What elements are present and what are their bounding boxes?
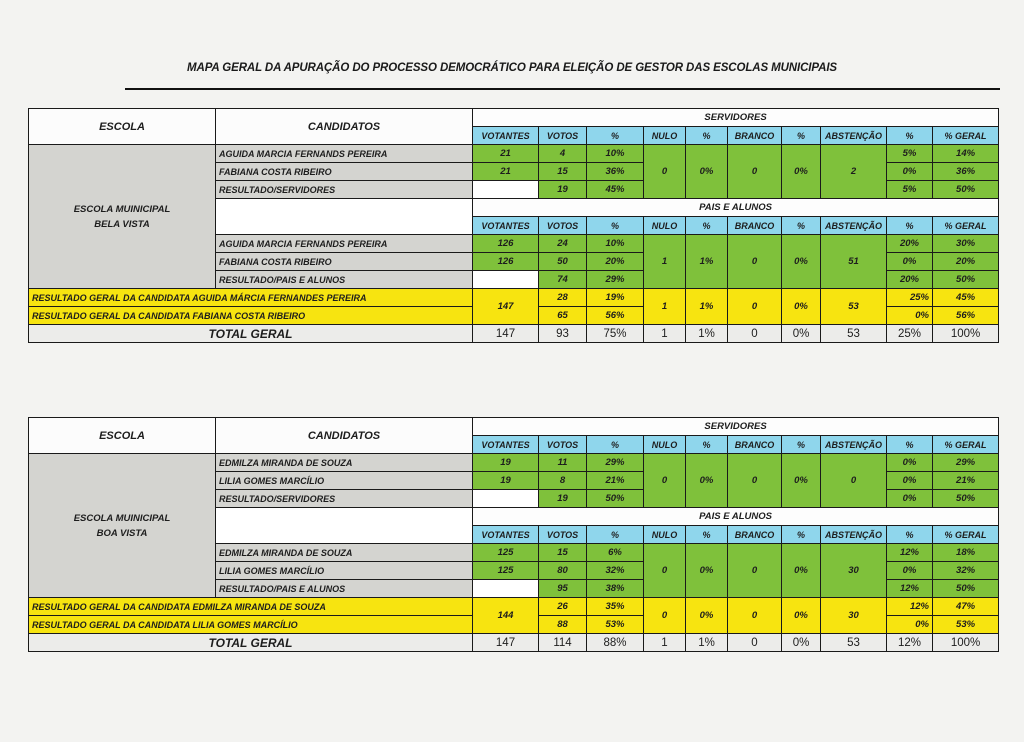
empty-cell bbox=[473, 580, 539, 598]
pct-geral-value: 21% bbox=[933, 472, 999, 490]
col-votos: VOTOS bbox=[539, 127, 587, 145]
school-name-line1: ESCOLA MUINICIPAL bbox=[73, 203, 171, 215]
candidatos-header: CANDIDATOS bbox=[216, 109, 473, 145]
pct-geral-value: 50% bbox=[933, 580, 999, 598]
abstencao-pct-value: 25% bbox=[887, 289, 933, 307]
votos-value: 88 bbox=[539, 616, 587, 634]
nulo-value: 0 bbox=[644, 454, 686, 508]
votos-value: 11 bbox=[539, 454, 587, 472]
result-label: RESULTADO/SERVIDORES bbox=[216, 181, 473, 199]
col-votos-pct: % bbox=[587, 436, 644, 454]
votantes-value: 126 bbox=[473, 253, 539, 271]
general-result-label: RESULTADO GERAL DA CANDIDATA LILIA GOMES MARCÍLIO bbox=[29, 616, 473, 634]
nulo-pct-value: 1% bbox=[686, 235, 728, 289]
abstencao-value: 30 bbox=[821, 544, 887, 598]
branco-pct-value: 0% bbox=[782, 544, 821, 598]
total-nulo-pct: 1% bbox=[686, 634, 728, 652]
votantes-value: 125 bbox=[473, 544, 539, 562]
candidatos-header: CANDIDATOS bbox=[216, 418, 473, 454]
result-label: RESULTADO/SERVIDORES bbox=[216, 490, 473, 508]
candidate-name: EDMILZA MIRANDA DE SOUZA bbox=[216, 544, 473, 562]
votantes-value: 126 bbox=[473, 235, 539, 253]
nulo-pct-value: 0% bbox=[686, 598, 728, 634]
school-name-line1: ESCOLA MUINICIPAL bbox=[73, 512, 171, 524]
total-votos: 93 bbox=[539, 325, 587, 343]
nulo-value: 1 bbox=[644, 289, 686, 325]
pct-geral-value: 50% bbox=[933, 490, 999, 508]
result-label: RESULTADO/PAIS E ALUNOS bbox=[216, 580, 473, 598]
votos-pct-value: 56% bbox=[587, 307, 644, 325]
total-row bbox=[29, 325, 999, 343]
result-label: RESULTADO/PAIS E ALUNOS bbox=[216, 271, 473, 289]
col-branco-pct: % bbox=[782, 217, 821, 235]
empty-cell bbox=[473, 271, 539, 289]
total-nulo: 1 bbox=[644, 325, 686, 343]
nulo-pct-value: 0% bbox=[686, 145, 728, 199]
abstencao-pct-value: 0% bbox=[887, 454, 933, 472]
total-abstencao-pct: 12% bbox=[887, 634, 933, 652]
abstencao-pct-value: 12% bbox=[887, 544, 933, 562]
col-votos: VOTOS bbox=[539, 436, 587, 454]
candidate-name: LILIA GOMES MARCÍLIO bbox=[216, 472, 473, 490]
header-row bbox=[29, 418, 999, 436]
pct-geral-value: 53% bbox=[933, 616, 999, 634]
total-branco: 0 bbox=[728, 325, 782, 343]
total-nulo-pct: 1% bbox=[686, 325, 728, 343]
votos-value: 24 bbox=[539, 235, 587, 253]
abstencao-pct-value: 5% bbox=[887, 181, 933, 199]
votos-value: 15 bbox=[539, 544, 587, 562]
col-nulo: NULO bbox=[644, 217, 686, 235]
total-abstencao: 53 bbox=[821, 325, 887, 343]
total-abstencao-pct: 25% bbox=[887, 325, 933, 343]
total-votantes: 147 bbox=[473, 325, 539, 343]
servidores-section-header: SERVIDORES bbox=[473, 109, 999, 127]
title-divider bbox=[125, 88, 1000, 90]
votos-value: 15 bbox=[539, 163, 587, 181]
col-abstencao-pct: % bbox=[887, 127, 933, 145]
votantes-value: 19 bbox=[473, 454, 539, 472]
abstencao-value: 30 bbox=[821, 598, 887, 634]
abstencao-value: 53 bbox=[821, 289, 887, 325]
abstencao-pct-value: 12% bbox=[887, 598, 933, 616]
branco-pct-value: 0% bbox=[782, 145, 821, 199]
total-votantes: 147 bbox=[473, 634, 539, 652]
col-votos: VOTOS bbox=[539, 217, 587, 235]
col-votantes: VOTANTES bbox=[473, 127, 539, 145]
col-nulo-pct: % bbox=[686, 127, 728, 145]
page-title: MAPA GERAL DA APURAÇÃO DO PROCESSO DEMOCRÁTICO PARA ELEIÇÃO DE GESTOR DAS ESCOLAS MUNICIPAIS bbox=[187, 62, 837, 74]
abstencao-pct-value: 0% bbox=[887, 253, 933, 271]
candidate-name: FABIANA COSTA RIBEIRO bbox=[216, 253, 473, 271]
votos-value: 26 bbox=[539, 598, 587, 616]
col-abstencao-pct: % bbox=[887, 217, 933, 235]
votos-value: 19 bbox=[539, 181, 587, 199]
col-pct-geral: % GERAL bbox=[933, 436, 999, 454]
abstencao-pct-value: 0% bbox=[887, 616, 933, 634]
general-result-label: RESULTADO GERAL DA CANDIDATA FABIANA COSTA RIBEIRO bbox=[29, 307, 473, 325]
abstencao-pct-value: 20% bbox=[887, 271, 933, 289]
pct-geral-value: 36% bbox=[933, 163, 999, 181]
votos-value: 65 bbox=[539, 307, 587, 325]
col-branco: BRANCO bbox=[728, 217, 782, 235]
col-pct-geral: % GERAL bbox=[933, 217, 999, 235]
pct-geral-value: 50% bbox=[933, 271, 999, 289]
abstencao-pct-value: 0% bbox=[887, 562, 933, 580]
votos-pct-value: 35% bbox=[587, 598, 644, 616]
col-abstencao: ABSTENÇÃO bbox=[821, 436, 887, 454]
total-branco-pct: 0% bbox=[782, 325, 821, 343]
nulo-value: 0 bbox=[644, 598, 686, 634]
candidate-name: EDMILZA MIRANDA DE SOUZA bbox=[216, 454, 473, 472]
branco-pct-value: 0% bbox=[782, 289, 821, 325]
school-name-line2: BELA VISTA bbox=[94, 218, 150, 230]
empty-cell bbox=[216, 199, 473, 235]
results-table-2 bbox=[28, 417, 999, 652]
general-result-label: RESULTADO GERAL DA CANDIDATA AGUIDA MÁRCIA FERNANDES PEREIRA bbox=[29, 289, 473, 307]
nulo-value: 0 bbox=[644, 145, 686, 199]
branco-pct-value: 0% bbox=[782, 454, 821, 508]
branco-value: 0 bbox=[728, 454, 782, 508]
empty-cell bbox=[216, 508, 473, 544]
general-result-row bbox=[29, 598, 999, 616]
votos-pct-value: 53% bbox=[587, 616, 644, 634]
votantes-value: 144 bbox=[473, 598, 539, 634]
total-pct-geral: 100% bbox=[933, 634, 999, 652]
general-result-row bbox=[29, 289, 999, 307]
votantes-value: 21 bbox=[473, 145, 539, 163]
col-branco-pct: % bbox=[782, 127, 821, 145]
abstencao-pct-value: 5% bbox=[887, 145, 933, 163]
abstencao-pct-value: 20% bbox=[887, 235, 933, 253]
col-branco: BRANCO bbox=[728, 436, 782, 454]
empty-cell bbox=[473, 181, 539, 199]
total-row bbox=[29, 634, 999, 652]
votos-value: 28 bbox=[539, 289, 587, 307]
branco-value: 0 bbox=[728, 289, 782, 325]
branco-value: 0 bbox=[728, 598, 782, 634]
col-branco: BRANCO bbox=[728, 526, 782, 544]
col-branco: BRANCO bbox=[728, 127, 782, 145]
col-abstencao: ABSTENÇÃO bbox=[821, 127, 887, 145]
pct-geral-value: 32% bbox=[933, 562, 999, 580]
votos-pct-value: 10% bbox=[587, 235, 644, 253]
total-votos-pct: 88% bbox=[587, 634, 644, 652]
col-pct-geral: % GERAL bbox=[933, 526, 999, 544]
empty-cell bbox=[473, 490, 539, 508]
header-row bbox=[29, 109, 999, 127]
pct-geral-value: 50% bbox=[933, 181, 999, 199]
votos-value: 50 bbox=[539, 253, 587, 271]
col-votos-pct: % bbox=[587, 217, 644, 235]
col-abstencao-pct: % bbox=[887, 526, 933, 544]
col-votantes: VOTANTES bbox=[473, 526, 539, 544]
branco-value: 0 bbox=[728, 145, 782, 199]
votos-value: 74 bbox=[539, 271, 587, 289]
votantes-value: 21 bbox=[473, 163, 539, 181]
col-abstencao: ABSTENÇÃO bbox=[821, 526, 887, 544]
pct-geral-value: 20% bbox=[933, 253, 999, 271]
col-nulo-pct: % bbox=[686, 217, 728, 235]
nulo-pct-value: 0% bbox=[686, 454, 728, 508]
col-nulo: NULO bbox=[644, 127, 686, 145]
col-nulo-pct: % bbox=[686, 436, 728, 454]
abstencao-pct-value: 0% bbox=[887, 490, 933, 508]
col-branco-pct: % bbox=[782, 436, 821, 454]
pct-geral-value: 45% bbox=[933, 289, 999, 307]
nulo-pct-value: 1% bbox=[686, 289, 728, 325]
pct-geral-value: 47% bbox=[933, 598, 999, 616]
abstencao-pct-value: 12% bbox=[887, 580, 933, 598]
votantes-value: 19 bbox=[473, 472, 539, 490]
col-pct-geral: % GERAL bbox=[933, 127, 999, 145]
escola-header: ESCOLA bbox=[29, 109, 216, 145]
col-nulo: NULO bbox=[644, 436, 686, 454]
candidate-name: LILIA GOMES MARCÍLIO bbox=[216, 562, 473, 580]
votos-pct-value: 32% bbox=[587, 562, 644, 580]
total-branco: 0 bbox=[728, 634, 782, 652]
col-votos: VOTOS bbox=[539, 526, 587, 544]
votos-pct-value: 10% bbox=[587, 145, 644, 163]
col-abstencao-pct: % bbox=[887, 436, 933, 454]
branco-pct-value: 0% bbox=[782, 598, 821, 634]
votos-value: 4 bbox=[539, 145, 587, 163]
branco-pct-value: 0% bbox=[782, 235, 821, 289]
votos-value: 95 bbox=[539, 580, 587, 598]
col-votos-pct: % bbox=[587, 127, 644, 145]
votos-pct-value: 36% bbox=[587, 163, 644, 181]
servidores-section-header: SERVIDORES bbox=[473, 418, 999, 436]
school-name bbox=[29, 145, 216, 289]
school-name bbox=[29, 454, 216, 598]
col-abstencao: ABSTENÇÃO bbox=[821, 217, 887, 235]
pct-geral-value: 18% bbox=[933, 544, 999, 562]
general-result-label: RESULTADO GERAL DA CANDIDATA EDMILZA MIRANDA DE SOUZA bbox=[29, 598, 473, 616]
col-votos-pct: % bbox=[587, 526, 644, 544]
col-votantes: VOTANTES bbox=[473, 217, 539, 235]
votos-pct-value: 29% bbox=[587, 271, 644, 289]
col-nulo-pct: % bbox=[686, 526, 728, 544]
nulo-value: 1 bbox=[644, 235, 686, 289]
abstencao-value: 2 bbox=[821, 145, 887, 199]
nulo-pct-value: 0% bbox=[686, 544, 728, 598]
results-table-1 bbox=[28, 108, 999, 343]
total-label: TOTAL GERAL bbox=[29, 325, 473, 343]
pct-geral-value: 30% bbox=[933, 235, 999, 253]
total-nulo: 1 bbox=[644, 634, 686, 652]
votos-pct-value: 38% bbox=[587, 580, 644, 598]
abstencao-pct-value: 0% bbox=[887, 163, 933, 181]
table-row bbox=[29, 145, 999, 163]
pais-alunos-section-header: PAIS E ALUNOS bbox=[473, 508, 999, 526]
votos-value: 8 bbox=[539, 472, 587, 490]
branco-value: 0 bbox=[728, 235, 782, 289]
col-nulo: NULO bbox=[644, 526, 686, 544]
escola-header: ESCOLA bbox=[29, 418, 216, 454]
table-row bbox=[29, 454, 999, 472]
pct-geral-value: 14% bbox=[933, 145, 999, 163]
abstencao-value: 51 bbox=[821, 235, 887, 289]
votantes-value: 125 bbox=[473, 562, 539, 580]
candidate-name: AGUIDA MARCIA FERNANDS PEREIRA bbox=[216, 235, 473, 253]
pais-alunos-section-header: PAIS E ALUNOS bbox=[473, 199, 999, 217]
branco-value: 0 bbox=[728, 544, 782, 598]
candidate-name: FABIANA COSTA RIBEIRO bbox=[216, 163, 473, 181]
votantes-value: 147 bbox=[473, 289, 539, 325]
votos-pct-value: 20% bbox=[587, 253, 644, 271]
school-name-line2: BOA VISTA bbox=[96, 527, 148, 539]
candidate-name: AGUIDA MARCIA FERNANDS PEREIRA bbox=[216, 145, 473, 163]
votos-pct-value: 19% bbox=[587, 289, 644, 307]
votos-pct-value: 21% bbox=[587, 472, 644, 490]
votos-value: 80 bbox=[539, 562, 587, 580]
total-pct-geral: 100% bbox=[933, 325, 999, 343]
abstencao-pct-value: 0% bbox=[887, 307, 933, 325]
total-votos-pct: 75% bbox=[587, 325, 644, 343]
votos-pct-value: 45% bbox=[587, 181, 644, 199]
votos-value: 19 bbox=[539, 490, 587, 508]
votos-pct-value: 29% bbox=[587, 454, 644, 472]
votos-pct-value: 50% bbox=[587, 490, 644, 508]
votos-pct-value: 6% bbox=[587, 544, 644, 562]
total-votos: 114 bbox=[539, 634, 587, 652]
pct-geral-value: 29% bbox=[933, 454, 999, 472]
abstencao-value: 0 bbox=[821, 454, 887, 508]
abstencao-pct-value: 0% bbox=[887, 472, 933, 490]
total-abstencao: 53 bbox=[821, 634, 887, 652]
col-branco-pct: % bbox=[782, 526, 821, 544]
nulo-value: 0 bbox=[644, 544, 686, 598]
pct-geral-value: 56% bbox=[933, 307, 999, 325]
col-votantes: VOTANTES bbox=[473, 436, 539, 454]
total-branco-pct: 0% bbox=[782, 634, 821, 652]
total-label: TOTAL GERAL bbox=[29, 634, 473, 652]
